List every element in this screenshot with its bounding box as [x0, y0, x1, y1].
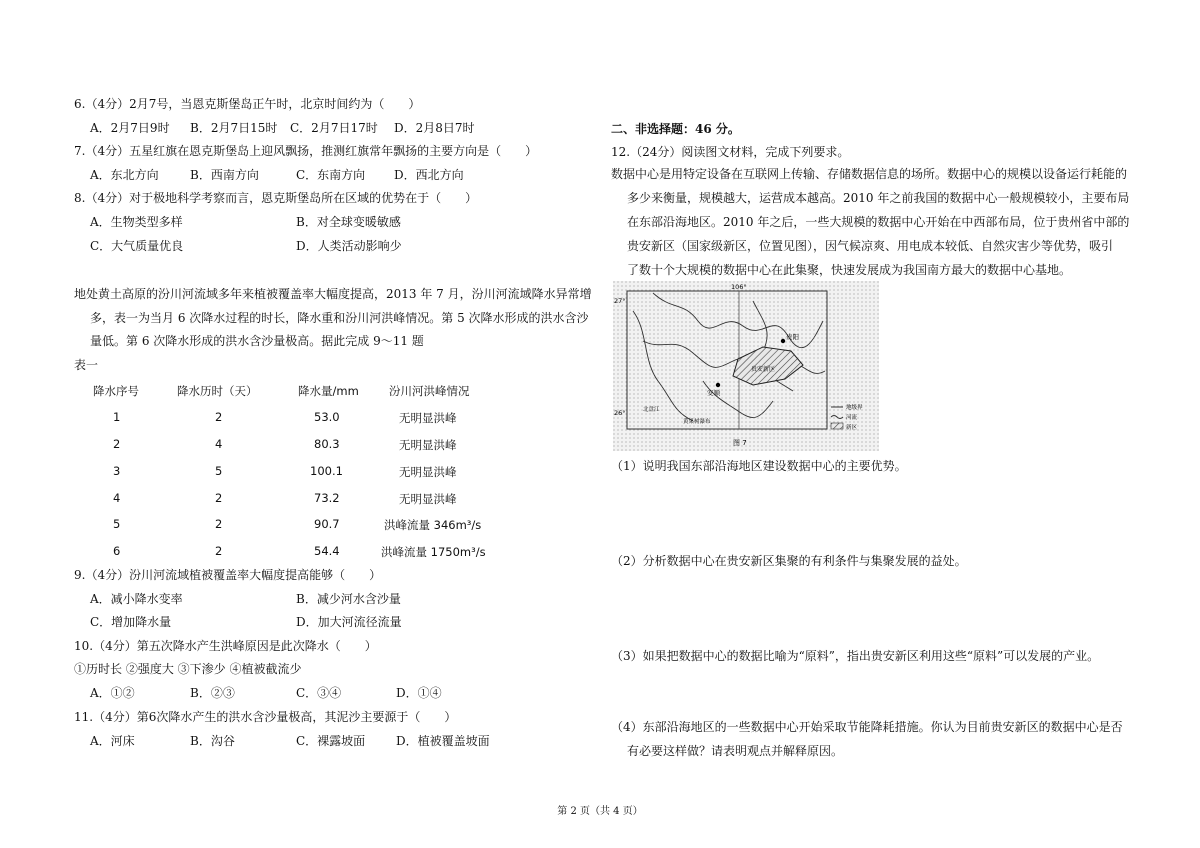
q6-option-d: D．2月8日7时 [394, 121, 475, 135]
q7-option-d: D．西北方向 [394, 168, 464, 182]
map-label-waterfall: 黄果树瀑布 [683, 419, 711, 425]
page-footer: 第 2 页（共 4 页） [557, 806, 643, 817]
passage-line-2: 多，表一为当月 6 次降水过程的时长，降水重和汾川河洪峰情况。第 5 次降水形成的洪水含沙 [90, 311, 589, 325]
q12-text-line-1: 数据中心是用特定设备在互联网上传输、存储数据信息的场所。数据中心的规模以设备运行耗能的 [611, 167, 1128, 181]
legend-label: 河流 [846, 415, 858, 421]
q7-stem: 7.（4分）五星红旗在恩克斯堡岛上迎风飘扬，推测红旗常年飘扬的主要方向是（ ） [74, 144, 538, 158]
q6-option-c: C．2月7日17时 [290, 121, 378, 135]
table-cell: 54.4 [314, 544, 340, 558]
legend-area [831, 423, 843, 429]
map-latitude-top: 27° [614, 297, 626, 305]
q8-option-a: A．生物类型多样 [90, 215, 183, 229]
map-label-new-area: 贵安新区 [751, 366, 776, 373]
map-longitude: 106° [731, 283, 747, 291]
q12-sub-4-line-2: 有必要这样做？请表明观点并解释原因。 [627, 744, 844, 758]
q12-sub-1: （1）说明我国东部沿海地区建设数据中心的主要优势。 [611, 459, 907, 473]
table-header: 汾川河洪峰情况 [389, 384, 470, 398]
table-cell: 3 [113, 464, 121, 478]
q9-option-b: B．减少河水含沙量 [296, 592, 401, 606]
table-caption: 表一 [74, 358, 99, 372]
table-header: 降水量/mm [298, 384, 359, 398]
table-cell: 5 [113, 517, 121, 531]
q9-option-a: A．减小降水变率 [90, 592, 183, 606]
q10-sub: ①历时长 ②强度大 ③下渗少 ④植被截流少 [74, 662, 302, 676]
table-cell: 无明显洪峰 [399, 492, 457, 506]
table-cell: 无明显洪峰 [399, 411, 457, 425]
table-cell: 5 [215, 464, 223, 478]
q8-stem: 8.（4分）对于极地科学考察而言，恩克斯堡岛所在区域的优势在于（ ） [74, 191, 478, 205]
table-cell: 4 [215, 437, 223, 451]
passage-line-3: 量低。第 6 次降水形成的洪水含沙量极高。据此完成 9～11 题 [90, 334, 424, 348]
q12-text-line-2: 多少来衡量，规模越大，运营成本越高。2010 年之前我国的数据中心一般规模较小，主要布局 [627, 191, 1130, 205]
q10-option-d: D．①④ [396, 686, 442, 700]
q7-option-c: C．东南方向 [296, 168, 366, 182]
table-cell: 无明显洪峰 [399, 465, 457, 479]
q12-sub-3: （3）如果把数据中心的数据比喻为“原料”，指出贵安新区利用这些“原料”可以发展的产业。 [611, 649, 1100, 663]
table-cell: 无明显洪峰 [399, 438, 457, 452]
table-cell: 53.0 [314, 410, 340, 424]
q11-option-d: D．植被覆盖坡面 [396, 734, 490, 748]
q8-option-c: C．大气质量优良 [90, 239, 184, 253]
q11-option-a: A．河床 [90, 734, 135, 748]
q9-option-c: C．增加降水量 [90, 615, 172, 629]
q11-option-b: B．沟谷 [190, 734, 235, 748]
table-cell: 1 [113, 410, 121, 424]
section-heading: 二、非选择题：46 分。 [611, 122, 740, 136]
map-label-guiyang: 贵阳 [786, 333, 799, 341]
legend-label: 地级界 [846, 405, 863, 411]
q7-option-a: A．东北方向 [90, 168, 159, 182]
passage-line-1: 地处黄土高原的汾川河流域多年来植被覆盖率大幅度提高，2013 年 7 月，汾川河流域降水异常增 [74, 287, 592, 301]
table-cell: 2 [215, 544, 223, 558]
map-latitude-bottom: 26° [614, 409, 626, 417]
q12-text-line-5: 了数十个大规模的数据中心在此集聚，快速发展成为我国南方最大的数据中心基地。 [627, 263, 1072, 277]
q9-option-d: D．加大河流径流量 [296, 615, 402, 629]
table-header: 降水历时（天） [177, 384, 258, 398]
q10-stem: 10.（4分）第五次降水产生洪峰原因是此次降水（ ） [74, 639, 377, 653]
table-cell: 2 [215, 517, 223, 531]
table-cell: 洪峰流量 346m³/s [384, 518, 482, 532]
map-label-anshun: 安顺 [707, 389, 720, 397]
q11-option-c: C．裸露坡面 [296, 734, 366, 748]
q8-option-b: B．对全球变暖敏感 [296, 215, 401, 229]
q12-text-line-4: 贵安新区（国家级新区，位置见图），因气候凉爽、用电成本较低、自然灾害少等优势，吸引 [627, 239, 1114, 253]
table-cell: 2 [215, 491, 223, 505]
table-cell: 100.1 [310, 464, 343, 478]
guian-map-figure [613, 281, 879, 451]
table-cell: 90.7 [314, 517, 340, 531]
q8-option-d: D．人类活动影响少 [296, 239, 402, 253]
table-header: 降水序号 [93, 384, 139, 398]
q6-option-b: B．2月7日15时 [190, 121, 278, 135]
q6-option-a: A．2月7日9时 [90, 121, 170, 135]
q7-option-b: B．西南方向 [190, 168, 259, 182]
map-label-river: 北盘江 [643, 407, 660, 413]
map-caption: 图 7 [733, 439, 747, 447]
table-cell: 2 [113, 437, 121, 451]
table-cell: 2 [215, 410, 223, 424]
q12-text-line-3: 在东部沿海地区。2010 年之后，一些大规模的数据中心开始在中西部布局，位于贵州省中部的 [627, 215, 1130, 229]
table-cell: 80.3 [314, 437, 340, 451]
q12-stem: 12.（24分）阅读图文材料，完成下列要求。 [611, 145, 850, 159]
q12-sub-2: （2）分析数据中心在贵安新区集聚的有利条件与集聚发展的益处。 [611, 554, 967, 568]
q6-stem: 6.（4分）2月7号，当恩克斯堡岛正午时，北京时间约为（ ） [74, 97, 421, 111]
table-cell: 6 [113, 544, 121, 558]
table-cell: 洪峰流量 1750m³/s [381, 545, 486, 559]
q10-option-b: B．②③ [190, 686, 235, 700]
q9-stem: 9.（4分）汾川河流域植被覆盖率大幅度提高能够（ ） [74, 568, 382, 582]
table-cell: 4 [113, 491, 121, 505]
q10-option-a: A．①② [90, 686, 135, 700]
q12-sub-4-line-1: （4）东部沿海地区的一些数据中心开始采取节能降耗措施。你认为目前贵安新区的数据中心是否 [611, 720, 1123, 734]
q11-stem: 11.（4分）第6次降水产生的洪水含沙量极高，其泥沙主要源于（ ） [74, 710, 457, 724]
city-marker [716, 383, 720, 387]
q10-option-c: C．③④ [296, 686, 342, 700]
table-cell: 73.2 [314, 491, 340, 505]
city-marker [781, 339, 785, 343]
legend-label: 新区 [846, 425, 858, 431]
